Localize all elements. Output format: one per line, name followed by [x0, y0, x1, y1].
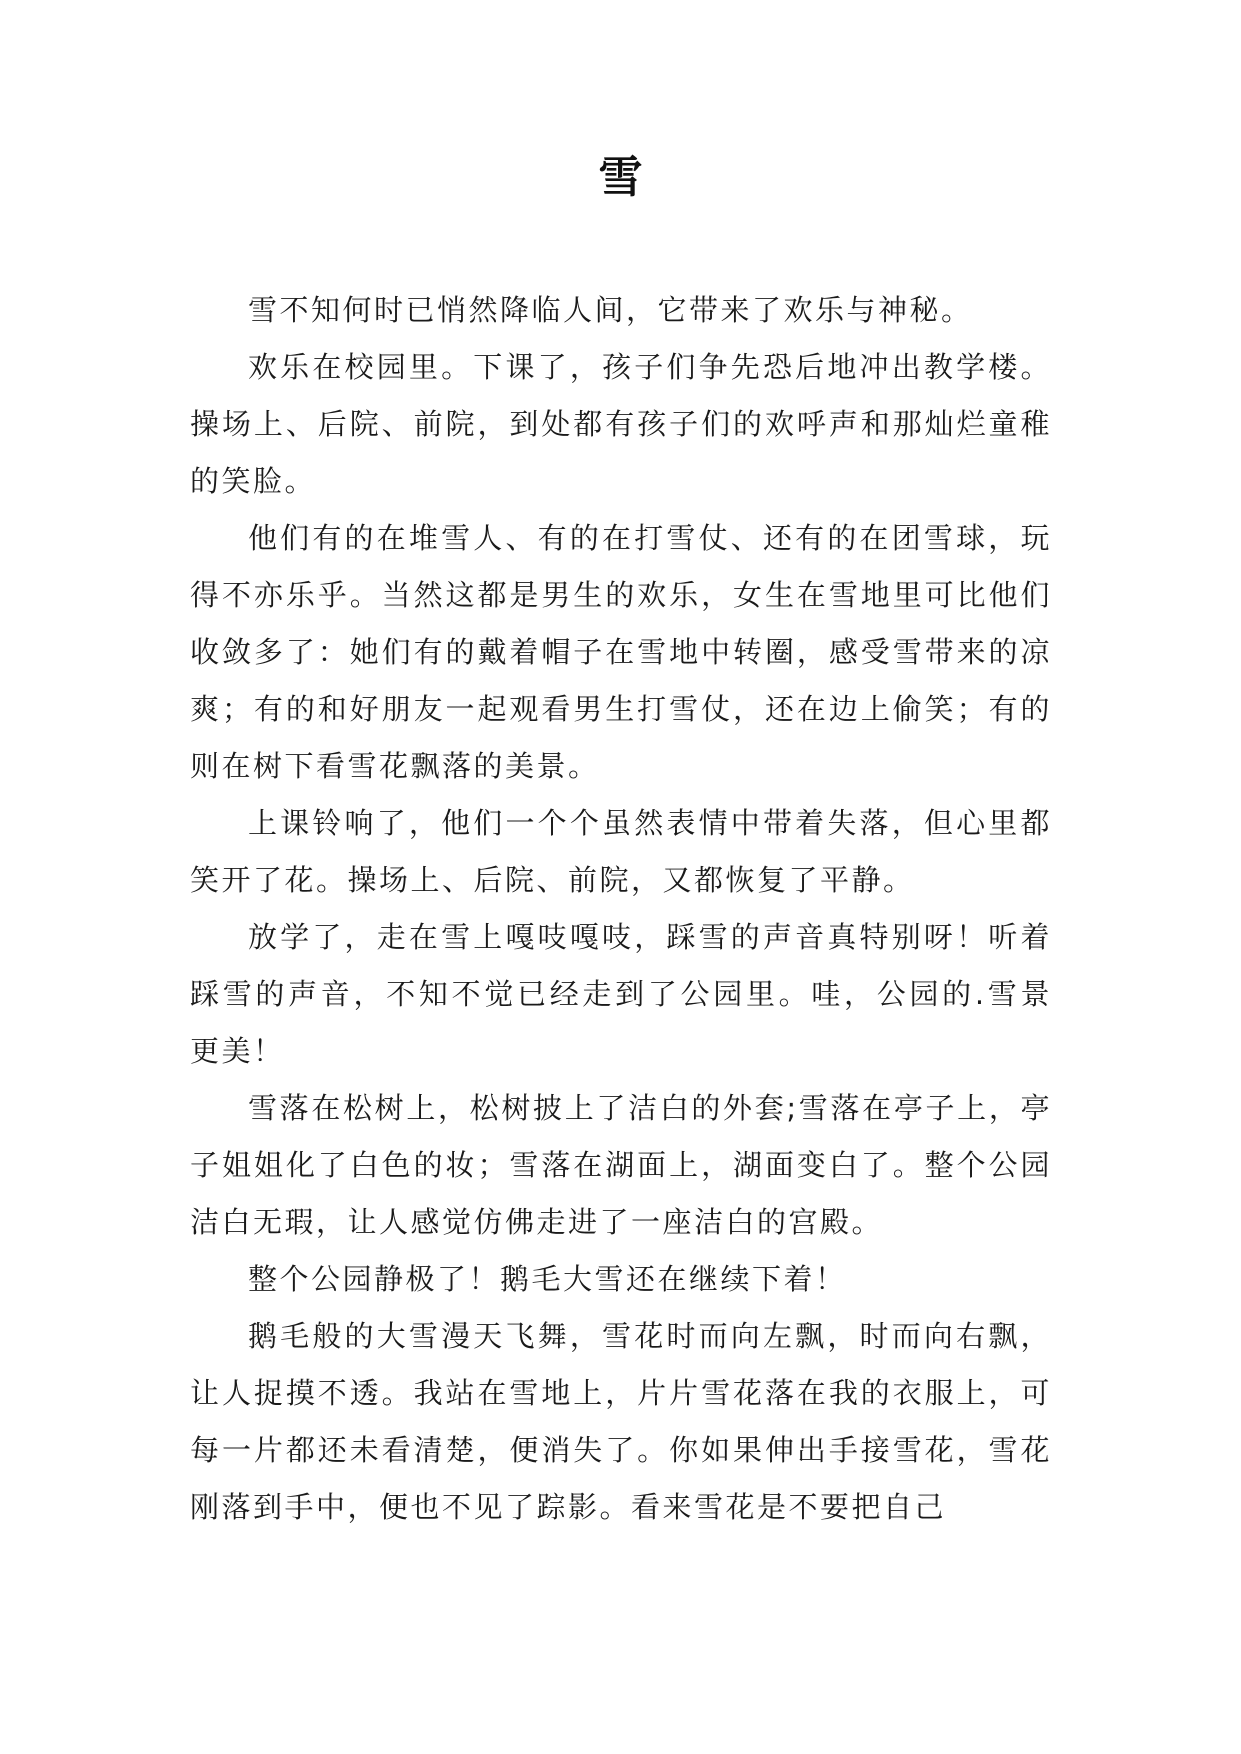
paragraph: 雪落在松树上，松树披上了洁白的外套;雪落在亭子上，亭子姐姐化了白色的妆；雪落在湖面上，湖面变白了。整个公园洁白无瑕，让人感觉仿佛走进了一座洁白的宫殿。: [190, 1091, 1052, 1239]
paragraph: 他们有的在堆雪人、有的在打雪仗、还有的在团雪球，玩得不亦乐乎。当然这都是男生的欢乐，女生在雪地里可比他们收敛多了：她们有的戴着帽子在雪地中转圈，感受雪带来的凉爽；有的和好朋友一起观看男生打雪仗，还在边上偷笑；有的则在树下看雪花飘落的美景。: [190, 521, 1052, 783]
paragraph: 放学了，走在雪上嘎吱嘎吱，踩雪的声音真特别呀！听着踩雪的声音，不知不觉已经走到了公园里。哇，公园的.雪景更美！: [190, 920, 1052, 1068]
paragraph: 鹅毛般的大雪漫天飞舞，雪花时而向左飘，时而向右飘，让人捉摸不透。我站在雪地上，片片雪花落在我的衣服上，可每一片都还未看清楚，便消失了。你如果伸出手接雪花，雪花刚落到手中，便也不见了踪影。看来雪花是不要把自己: [190, 1319, 1052, 1524]
article-body: [190, 282, 1052, 1536]
paragraph: 欢乐在校园里。下课了，孩子们争先恐后地冲出教学楼。操场上、后院、前院，到处都有孩子们的欢呼声和那灿烂童稚的笑脸。: [190, 350, 1052, 498]
paragraph: 整个公园静极了！鹅毛大雪还在继续下着！: [248, 1262, 847, 1296]
paragraph: 上课铃响了，他们一个个虽然表情中带着失落，但心里都笑开了花。操场上、后院、前院，又都恢复了平静。: [190, 806, 1052, 897]
page-title: 雪: [598, 152, 643, 203]
paragraph: 雪不知何时已悄然降临人间，它带来了欢乐与神秘。: [248, 293, 973, 327]
